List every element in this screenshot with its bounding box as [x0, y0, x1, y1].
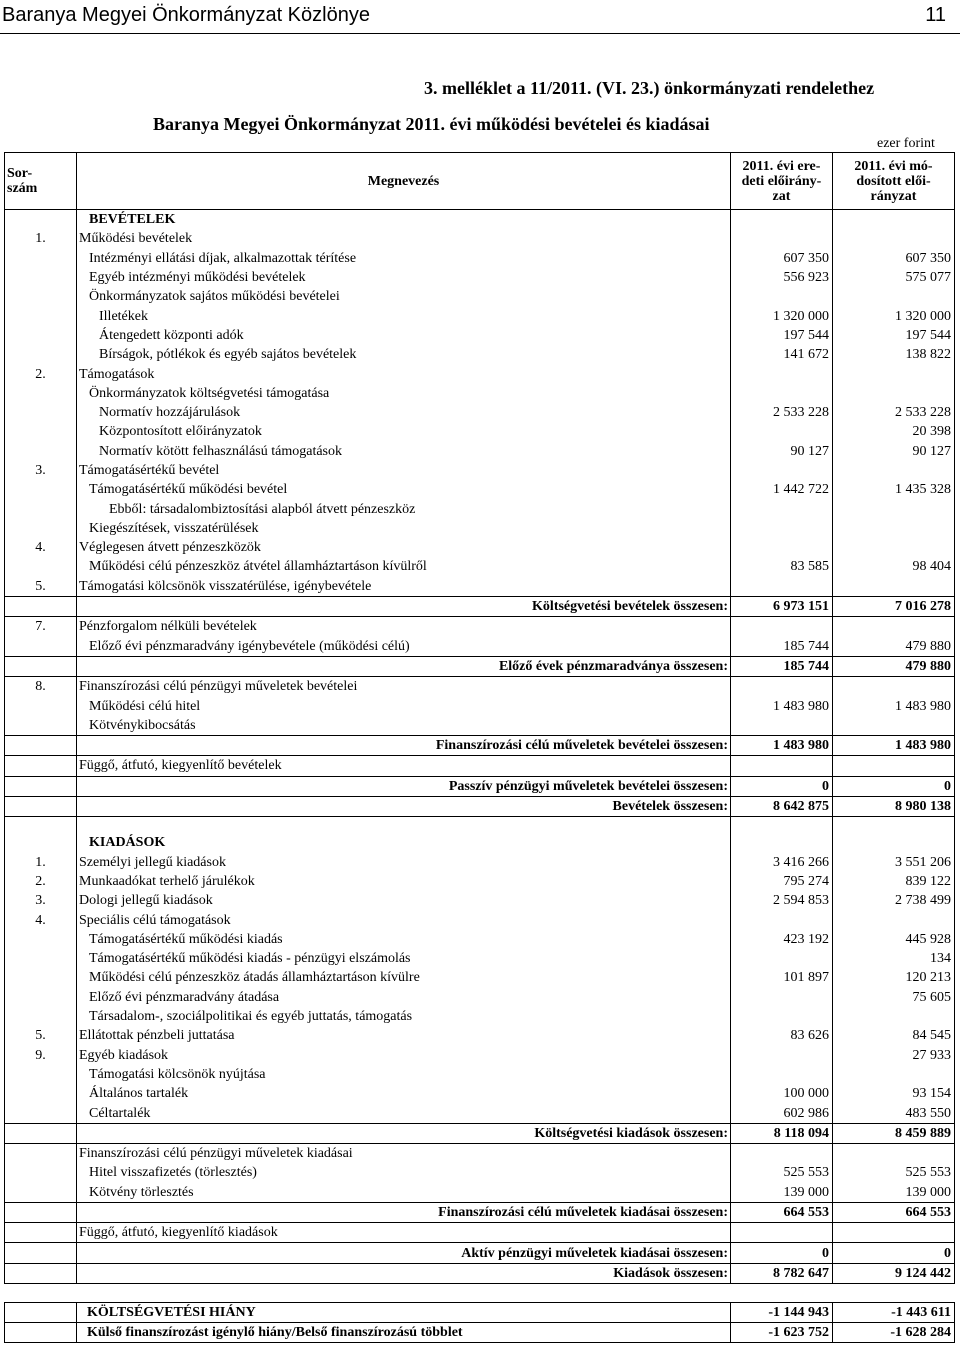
original-value: [731, 1065, 833, 1084]
row-number: [5, 1183, 77, 1203]
original-value: 1 320 000: [731, 306, 833, 325]
modified-value: 664 553: [833, 1202, 955, 1222]
item-label: Intézményi ellátási díjak, alkalmazottak térítése: [77, 249, 731, 268]
col-header-eredeti: 2011. évi ere- deti előirány- zat: [731, 153, 833, 210]
row-number: [5, 1123, 77, 1143]
original-value: [731, 949, 833, 968]
item-label: Előző évi pénzmaradvány igénybevétele (működési célú): [77, 637, 731, 657]
total-label: Finanszírozási célú műveletek kiadásai összesen:: [77, 1202, 731, 1222]
item-label: Ellátottak pénzbeli juttatása: [77, 1026, 731, 1045]
original-value: [731, 1007, 833, 1026]
table-row: [5, 384, 955, 403]
item-label: Kötvénykibocsátás: [77, 716, 731, 736]
original-value: 185 744: [731, 637, 833, 657]
table-row: [5, 1163, 955, 1182]
original-value: 101 897: [731, 968, 833, 987]
item-label: Finanszírozási célú pénzügyi műveletek bevételei: [77, 677, 731, 697]
modified-value: [833, 1065, 955, 1084]
original-value: [731, 833, 833, 852]
modified-value: [833, 756, 955, 776]
original-value: [731, 756, 833, 776]
row-number: [5, 499, 77, 518]
table-row: [5, 872, 955, 891]
row-number: [5, 287, 77, 306]
item-label: Munkaadókat terhelő járulékok: [77, 872, 731, 891]
table-row: [5, 1143, 955, 1163]
original-value: [731, 499, 833, 518]
table-row: [5, 1065, 955, 1084]
original-value: 1 483 980: [731, 736, 833, 756]
row-number: 3.: [5, 461, 77, 480]
modified-value: 75 605: [833, 988, 955, 1007]
row-number: [5, 326, 77, 345]
table-row: [5, 1183, 955, 1203]
total-row: [5, 1202, 955, 1222]
spacer-cell: [731, 817, 833, 834]
modified-value: 90 127: [833, 442, 955, 461]
original-value: 141 672: [731, 345, 833, 364]
item-label: Átengedett központi adók: [77, 326, 731, 345]
row-number: [5, 249, 77, 268]
modified-value: 27 933: [833, 1045, 955, 1064]
section-row: [5, 833, 955, 852]
table-header-row: [5, 153, 955, 210]
modified-value: [833, 617, 955, 637]
item-label: Támogatási kölcsönök nyújtása: [77, 1065, 731, 1084]
original-value: [731, 677, 833, 697]
modified-value: 9 124 442: [833, 1263, 955, 1283]
table-row: [5, 637, 955, 657]
header-rule: [0, 33, 960, 34]
modified-value: 1 483 980: [833, 696, 955, 715]
total-label: Előző évek pénzmaradványa összesen:: [77, 656, 731, 676]
total-row: [5, 776, 955, 796]
table-row: [5, 403, 955, 422]
table-row: [5, 519, 955, 538]
row-number: [5, 306, 77, 325]
table-row: [5, 538, 955, 557]
row-number: [5, 1223, 77, 1243]
row-number: [5, 637, 77, 657]
table-row: [5, 1103, 955, 1123]
original-value: -1 144 943: [731, 1303, 833, 1323]
row-number: [5, 736, 77, 756]
original-value: 90 127: [731, 442, 833, 461]
row-number: [5, 596, 77, 616]
row-number: [5, 1065, 77, 1084]
total-label: Költségvetési bevételek összesen:: [77, 596, 731, 616]
table-row: [5, 229, 955, 248]
modified-value: 483 550: [833, 1103, 955, 1123]
publication-title: Baranya Megyei Önkormányzat Közlönye: [2, 4, 370, 26]
row-number: 5.: [5, 577, 77, 597]
modified-value: [833, 833, 955, 852]
item-label: Illetékek: [77, 306, 731, 325]
modified-value: 0: [833, 776, 955, 796]
modified-value: [833, 577, 955, 597]
spacer-cell: [5, 817, 77, 834]
row-number: [5, 1007, 77, 1026]
item-label: Speciális célú támogatások: [77, 910, 731, 929]
table-row: [5, 677, 955, 697]
table-row: [5, 345, 955, 364]
row-number: 4.: [5, 538, 77, 557]
table-row: [5, 364, 955, 383]
row-number: [5, 716, 77, 736]
row-number: [5, 988, 77, 1007]
row-number: [5, 1143, 77, 1163]
item-label: Céltartalék: [77, 1103, 731, 1123]
spacer-cell: [833, 817, 955, 834]
original-value: 8 118 094: [731, 1123, 833, 1143]
item-label: Támogatások: [77, 364, 731, 383]
table-row: [5, 326, 955, 345]
table-row: [5, 557, 955, 576]
modified-value: 8 459 889: [833, 1123, 955, 1143]
item-label: Dologi jellegű kiadások: [77, 891, 731, 910]
original-value: -1 623 752: [731, 1323, 833, 1343]
row-number: [5, 480, 77, 499]
original-value: [731, 617, 833, 637]
table-row: [5, 1045, 955, 1064]
row-number: [5, 384, 77, 403]
table-row: [5, 756, 955, 776]
original-value: 423 192: [731, 930, 833, 949]
modified-value: 7 016 278: [833, 596, 955, 616]
row-number: 2.: [5, 364, 77, 383]
item-label: Kötvény törlesztés: [77, 1183, 731, 1203]
modified-value: 575 077: [833, 268, 955, 287]
original-value: [731, 461, 833, 480]
modified-value: 120 213: [833, 968, 955, 987]
original-value: 1 483 980: [731, 696, 833, 715]
modified-value: [833, 1143, 955, 1163]
original-value: [731, 988, 833, 1007]
row-number: [5, 1263, 77, 1283]
modified-value: 20 398: [833, 422, 955, 441]
row-number: [5, 1202, 77, 1222]
item-label: Egyéb intézményi működési bevételek: [77, 268, 731, 287]
modified-value: 3 551 206: [833, 853, 955, 872]
original-value: 0: [731, 1243, 833, 1263]
row-number: [5, 949, 77, 968]
row-number: [5, 1243, 77, 1263]
total-label: Aktív pénzügyi műveletek kiadásai összesen:: [77, 1243, 731, 1263]
row-number: [5, 656, 77, 676]
item-label: Normatív kötött felhasználású támogatások: [77, 442, 731, 461]
modified-value: [833, 461, 955, 480]
original-value: [731, 210, 833, 230]
original-value: 100 000: [731, 1084, 833, 1103]
item-label: Támogatásértékű bevétel: [77, 461, 731, 480]
deficit-label: KÖLTSÉGVETÉSI HIÁNY: [77, 1303, 731, 1323]
item-label: Finanszírozási célú pénzügyi műveletek kiadásai: [77, 1143, 731, 1163]
row-number: [5, 756, 77, 776]
modified-value: [833, 519, 955, 538]
original-value: [731, 519, 833, 538]
table-row: [5, 287, 955, 306]
total-label: Kiadások összesen:: [77, 1263, 731, 1283]
total-row: [5, 656, 955, 676]
item-label: Társadalom-, szociálpolitikai és egyéb juttatás, támogatás: [77, 1007, 731, 1026]
row-number: 4.: [5, 910, 77, 929]
table-row: [5, 480, 955, 499]
total-row: [5, 736, 955, 756]
item-label: Működési célú pénzeszköz átadás államháztartáson kívülre: [77, 968, 731, 987]
item-label: Ebből: társadalombiztosítási alapból átvett pénzeszköz: [77, 499, 731, 518]
table-row: [5, 696, 955, 715]
row-number: [5, 519, 77, 538]
modified-value: 8 980 138: [833, 796, 955, 816]
row-number: [5, 1323, 77, 1343]
row-number: 5.: [5, 1026, 77, 1045]
section-heading: KIADÁSOK: [77, 833, 731, 852]
unit-label: ezer forint: [877, 136, 935, 151]
row-number: [5, 796, 77, 816]
modified-value: 607 350: [833, 249, 955, 268]
total-label: Bevételek összesen:: [77, 796, 731, 816]
modified-value: 0: [833, 1243, 955, 1263]
item-label: Pénzforgalom nélküli bevételek: [77, 617, 731, 637]
original-value: [731, 422, 833, 441]
table-row: [5, 949, 955, 968]
col-header-sorszam: Sor- szám: [5, 153, 77, 210]
modified-value: 525 553: [833, 1163, 955, 1182]
original-value: [731, 910, 833, 929]
original-value: [731, 538, 833, 557]
item-label: Függő, átfutó, kiegyenlítő bevételek: [77, 756, 731, 776]
row-number: 3.: [5, 891, 77, 910]
row-number: [5, 1084, 77, 1103]
section-heading: BEVÉTELEK: [77, 210, 731, 230]
original-value: 8 642 875: [731, 796, 833, 816]
row-number: 1.: [5, 229, 77, 248]
modified-value: [833, 287, 955, 306]
item-label: Véglegesen átvett pénzeszközök: [77, 538, 731, 557]
table-row: [5, 891, 955, 910]
modified-value: [833, 1223, 955, 1243]
table-row: [5, 268, 955, 287]
table-row: [5, 442, 955, 461]
original-value: 525 553: [731, 1163, 833, 1182]
modified-value: [833, 499, 955, 518]
row-number: [5, 422, 77, 441]
page-header: [0, 0, 960, 34]
modified-value: 139 000: [833, 1183, 955, 1203]
table-row: [5, 306, 955, 325]
total-row: [5, 1243, 955, 1263]
modified-value: [833, 364, 955, 383]
original-value: 664 553: [731, 1202, 833, 1222]
item-label: Központosított előirányzatok: [77, 422, 731, 441]
original-value: [731, 716, 833, 736]
table-row: [5, 249, 955, 268]
total-label: Passzív pénzügyi műveletek bevételei összesen:: [77, 776, 731, 796]
item-label: Működési célú hitel: [77, 696, 731, 715]
original-value: 139 000: [731, 1183, 833, 1203]
original-value: 83 585: [731, 557, 833, 576]
original-value: 8 782 647: [731, 1263, 833, 1283]
modified-value: 84 545: [833, 1026, 955, 1045]
row-number: [5, 776, 77, 796]
table-row: [5, 461, 955, 480]
row-number: 8.: [5, 677, 77, 697]
deficit-row: [5, 1303, 955, 1323]
modified-value: 134: [833, 949, 955, 968]
original-value: [731, 1045, 833, 1064]
modified-value: 98 404: [833, 557, 955, 576]
deficit-label: Külső finanszírozást igénylő hiány/Belső finanszírozású többlet: [77, 1323, 731, 1343]
table-row: [5, 910, 955, 929]
item-label: Függő, átfutó, kiegyenlítő kiadások: [77, 1223, 731, 1243]
original-value: 602 986: [731, 1103, 833, 1123]
item-label: Kiegészítések, visszatérülések: [77, 519, 731, 538]
item-label: Támogatásértékű működési kiadás: [77, 930, 731, 949]
original-value: 556 923: [731, 268, 833, 287]
modified-value: 1 320 000: [833, 306, 955, 325]
modified-value: 2 533 228: [833, 403, 955, 422]
modified-value: -1 443 611: [833, 1303, 955, 1323]
item-label: Személyi jellegű kiadások: [77, 853, 731, 872]
table-row: [5, 577, 955, 597]
original-value: 3 416 266: [731, 853, 833, 872]
item-label: Működési bevételek: [77, 229, 731, 248]
main-title: Baranya Megyei Önkormányzat 2011. évi működési bevételei és kiadásai: [153, 114, 710, 134]
original-value: [731, 384, 833, 403]
original-value: 0: [731, 776, 833, 796]
item-label: Előző évi pénzmaradvány átadása: [77, 988, 731, 1007]
table-row: [5, 617, 955, 637]
row-number: 9.: [5, 1045, 77, 1064]
modified-value: [833, 384, 955, 403]
section-row: [5, 210, 955, 230]
modified-value: [833, 538, 955, 557]
modified-value: 479 880: [833, 656, 955, 676]
row-number: [5, 968, 77, 987]
original-value: 83 626: [731, 1026, 833, 1045]
row-number: [5, 1163, 77, 1182]
item-label: Hitel visszafizetés (törlesztés): [77, 1163, 731, 1182]
original-value: [731, 1143, 833, 1163]
row-number: 7.: [5, 617, 77, 637]
table-row: [5, 968, 955, 987]
item-label: Általános tartalék: [77, 1084, 731, 1103]
table-row: [5, 716, 955, 736]
total-row: [5, 796, 955, 816]
spacer-row: [5, 817, 955, 834]
original-value: 607 350: [731, 249, 833, 268]
spacer-cell: [77, 817, 731, 834]
col-header-modositott: 2011. évi mó- dosított elői- rányzat: [833, 153, 955, 210]
table-row: [5, 499, 955, 518]
original-value: [731, 229, 833, 248]
original-value: [731, 577, 833, 597]
row-number: 2.: [5, 872, 77, 891]
annex-title: 3. melléklet a 11/2011. (VI. 23.) önkormányzati rendelethez: [424, 78, 875, 98]
total-label: Költségvetési kiadások összesen:: [77, 1123, 731, 1143]
original-value: 795 274: [731, 872, 833, 891]
page-number: 11: [925, 4, 946, 26]
item-label: Támogatásértékű működési bevétel: [77, 480, 731, 499]
original-value: 197 544: [731, 326, 833, 345]
item-label: Működési célú pénzeszköz átvétel államháztartáson kívülről: [77, 557, 731, 576]
row-number: [5, 930, 77, 949]
modified-value: 2 738 499: [833, 891, 955, 910]
modified-value: [833, 210, 955, 230]
modified-value: [833, 677, 955, 697]
item-label: Egyéb kiadások: [77, 1045, 731, 1064]
row-number: [5, 696, 77, 715]
modified-value: 138 822: [833, 345, 955, 364]
row-number: [5, 442, 77, 461]
total-row: [5, 1263, 955, 1283]
row-number: [5, 1303, 77, 1323]
modified-value: 93 154: [833, 1084, 955, 1103]
modified-value: [833, 1007, 955, 1026]
table-row: [5, 1223, 955, 1243]
total-row: [5, 1123, 955, 1143]
row-number: [5, 557, 77, 576]
row-number: [5, 268, 77, 287]
total-label: Finanszírozási célú műveletek bevételei összesen:: [77, 736, 731, 756]
modified-value: [833, 716, 955, 736]
table-row: [5, 1026, 955, 1045]
row-number: [5, 210, 77, 230]
table-row: [5, 1084, 955, 1103]
original-value: [731, 287, 833, 306]
item-label: Normatív hozzájárulások: [77, 403, 731, 422]
total-row: [5, 596, 955, 616]
original-value: [731, 364, 833, 383]
item-label: Támogatásértékű működési kiadás - pénzügyi elszámolás: [77, 949, 731, 968]
modified-value: 839 122: [833, 872, 955, 891]
row-number: [5, 833, 77, 852]
row-number: [5, 1103, 77, 1123]
original-value: 185 744: [731, 656, 833, 676]
modified-value: 445 928: [833, 930, 955, 949]
item-label: Támogatási kölcsönök visszatérülése, igénybevétele: [77, 577, 731, 597]
table-row: [5, 1007, 955, 1026]
row-number: [5, 403, 77, 422]
table-row: [5, 853, 955, 872]
deficit-row: [5, 1323, 955, 1343]
original-value: 1 442 722: [731, 480, 833, 499]
item-label: Önkormányzatok sajátos működési bevételei: [77, 287, 731, 306]
modified-value: 1 435 328: [833, 480, 955, 499]
modified-value: 197 544: [833, 326, 955, 345]
row-number: 1.: [5, 853, 77, 872]
original-value: 2 594 853: [731, 891, 833, 910]
modified-value: 1 483 980: [833, 736, 955, 756]
deficit-table: [4, 1302, 955, 1343]
original-value: 6 973 151: [731, 596, 833, 616]
budget-table: [4, 152, 955, 1284]
item-label: Bírságok, pótlékok és egyéb sajátos bevételek: [77, 345, 731, 364]
table-row: [5, 930, 955, 949]
item-label: Önkormányzatok költségvetési támogatása: [77, 384, 731, 403]
table-row: [5, 988, 955, 1007]
col-header-megnevezes: Megnevezés: [77, 153, 731, 210]
original-value: [731, 1223, 833, 1243]
modified-value: [833, 910, 955, 929]
original-value: 2 533 228: [731, 403, 833, 422]
modified-value: -1 628 284: [833, 1323, 955, 1343]
modified-value: [833, 229, 955, 248]
row-number: [5, 345, 77, 364]
table-row: [5, 422, 955, 441]
modified-value: 479 880: [833, 637, 955, 657]
